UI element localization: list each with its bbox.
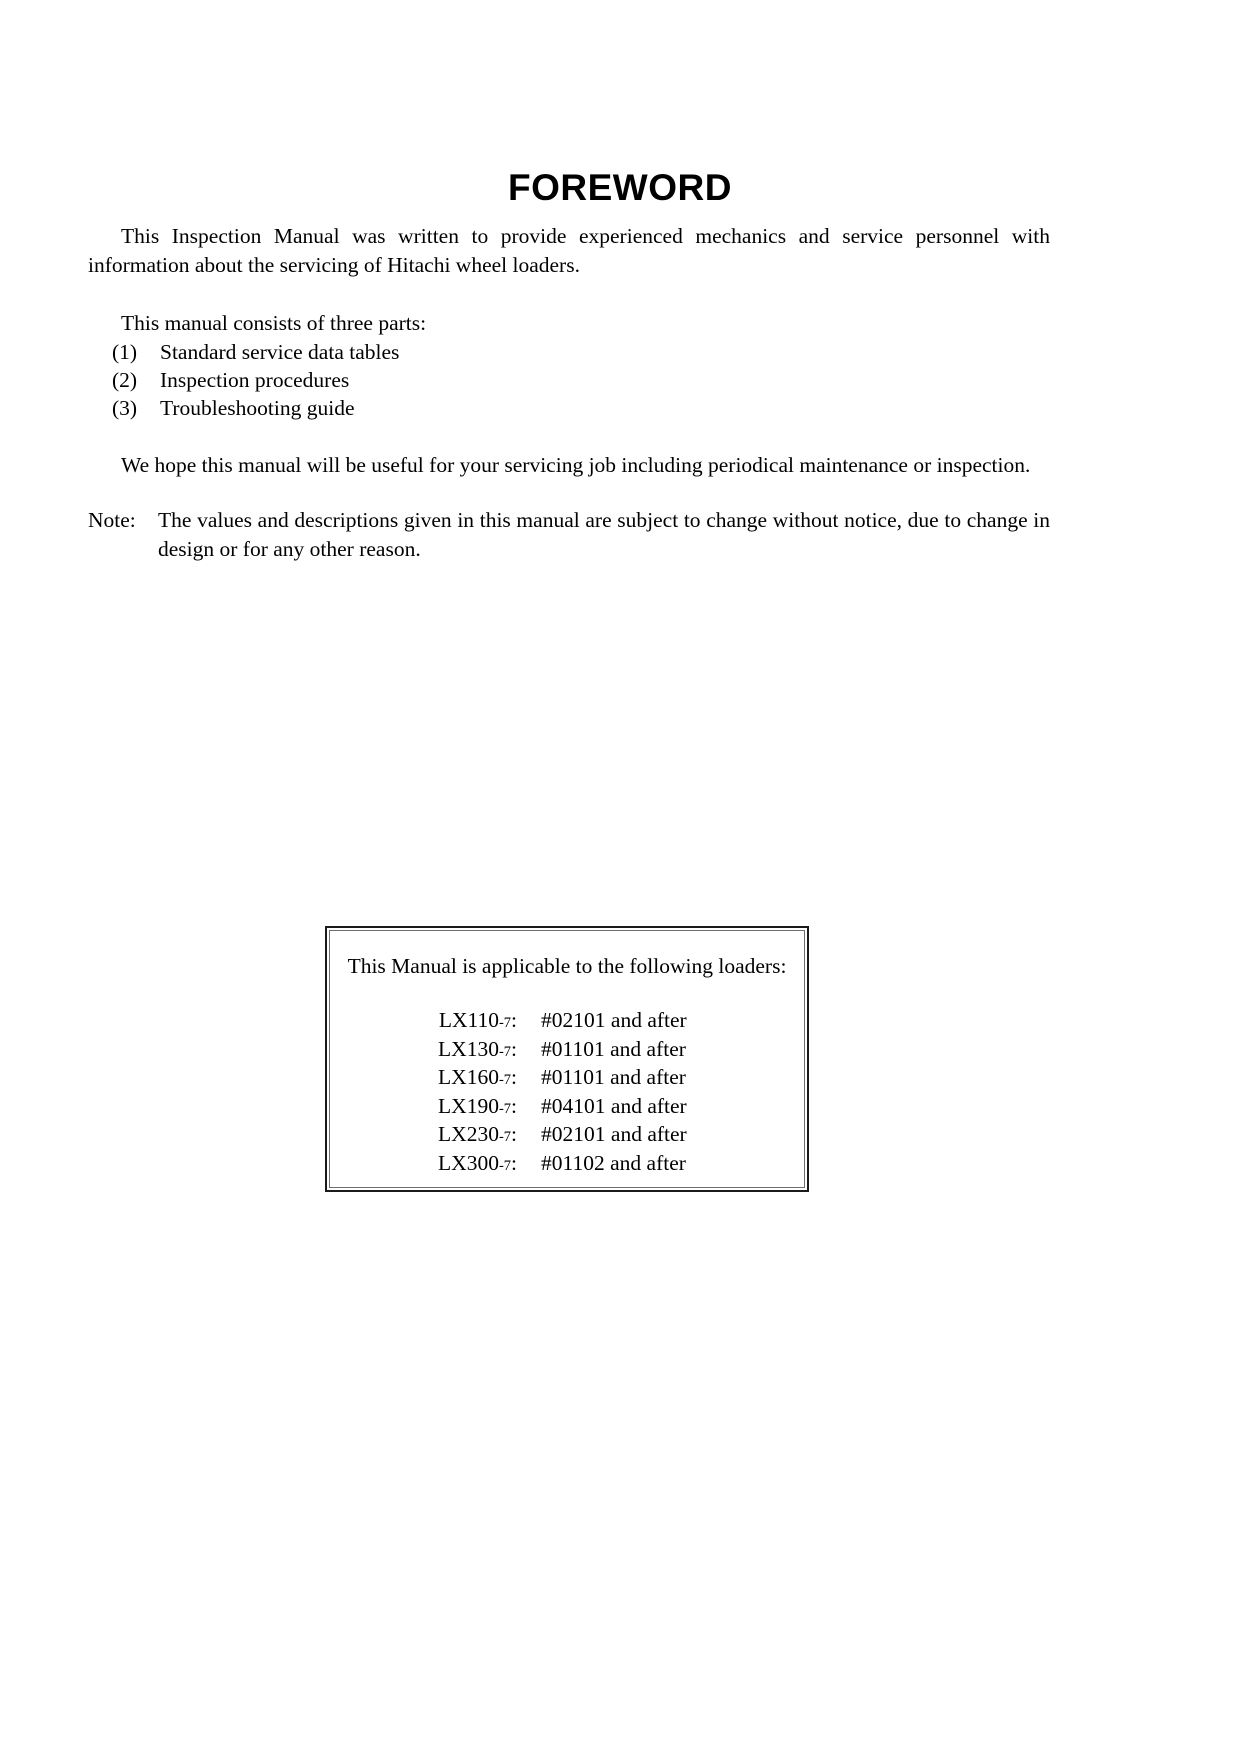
body-text-area [88,222,1050,564]
model-row [327,1120,807,1149]
model-suffix: -7 [498,1100,512,1117]
note-text: The values and descriptions given in this manual are subject to change without notice, due to change in design or for any other reason. [158,508,1050,561]
model-name: LX130 [438,1036,499,1061]
paragraph-spacer [88,422,1050,451]
model-suffix: -7 [498,1015,512,1031]
applicability-heading: This Manual is applicable to the following loaders: [347,954,787,978]
page-title: FOREWORD [508,166,732,208]
model-colon: : [511,1093,518,1118]
model-serial-range: #02101 and after [541,1008,687,1032]
parts-lead-in: This manual consists of three parts: [121,311,427,335]
list-item-label: Troubleshooting guide [160,396,355,420]
model-name: LX110 [438,1008,499,1032]
model-suffix: -7 [498,1129,512,1145]
list-item [88,366,1050,394]
note-label: Note: [88,508,136,532]
model-name: LX300 [438,1150,499,1175]
model-row [327,1006,807,1035]
closing-paragraph: We hope this manual will be useful for your servicing job including periodical maintenance or inspection. [121,453,1031,477]
model-row [327,1063,807,1092]
applicability-box [325,926,809,1192]
model-suffix: -7 [498,1043,512,1060]
model-row [327,1149,807,1178]
list-item-label: Inspection procedures [160,368,350,392]
model-suffix: -7 [498,1072,512,1088]
model-colon: : [511,1122,518,1146]
applicable-model-list [327,1006,807,1177]
model-colon: : [511,1008,518,1032]
intro-paragraph: This Inspection Manual was written to provide experienced mechanics and service personnel with information about the servicing of Hitachi wheel loaders. [88,224,1050,277]
model-serial-range: #01101 and after [541,1036,686,1061]
model-name: LX160 [438,1065,499,1089]
model-serial-range: #01101 and after [541,1065,686,1089]
model-name: LX230 [438,1122,499,1146]
model-suffix: -7 [498,1157,512,1174]
list-item-number: (2) [112,368,138,392]
model-colon: : [511,1036,518,1061]
model-name: LX190 [438,1093,499,1118]
model-colon: : [511,1150,518,1175]
model-serial-range: #02101 and after [541,1122,687,1146]
model-colon: : [511,1065,518,1089]
note-block [88,506,1050,564]
list-item-label: Standard service data tables [160,340,400,364]
model-serial-range: #01102 and after [541,1150,686,1175]
list-item-number: (1) [112,340,138,364]
parts-list [88,338,1050,422]
paragraph-spacer [88,480,1050,506]
model-serial-range: #04101 and after [541,1093,687,1118]
model-row [327,1035,807,1064]
list-item [88,338,1050,366]
model-row [327,1092,807,1121]
list-item-number: (3) [112,396,138,420]
paragraph-spacer [88,280,1050,309]
list-item [88,394,1050,422]
